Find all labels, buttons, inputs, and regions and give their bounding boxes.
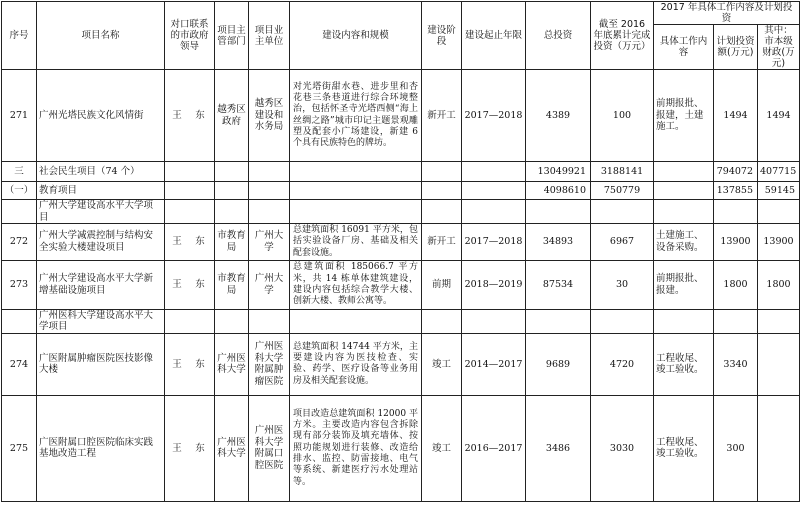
row-content: 对光塔街甜水巷、进步里和杏花巷三条巷道进行综合环境整治，包括怀圣寺光塔西侧“海上丝绸之路”城市印记主题景观雕塑及配套小广场建设，新建 6 个具有民族特色的牌坊。: [290, 70, 422, 162]
row-plan: 300: [714, 395, 758, 501]
row-owner-a: 广州医科大学: [215, 333, 249, 395]
row-total: 3486: [526, 395, 591, 501]
group-row: [2, 200, 800, 224]
row-owner-b: 广州医科大学附属肿瘤医院: [249, 333, 290, 395]
section-seq: 三: [2, 162, 37, 182]
row-work: 工程收尾、竣工验收。: [654, 395, 714, 501]
subsection-completed: 750779: [591, 182, 654, 200]
row-owner-b: 广州医科大学附属口腔医院: [249, 395, 290, 501]
row-seq: 274: [2, 333, 37, 395]
row-fiscal: [758, 395, 800, 501]
row-content: 总建筑面积 185066.7 平方米，共 14 栋单体建筑建设，建设内容包括综合教学大楼、创新大楼、教师公寓等。: [290, 260, 422, 309]
row-dept: 市教育局: [215, 224, 249, 261]
header-seq: 序号: [2, 2, 37, 70]
row-leader: 王 东: [165, 70, 215, 162]
header-dept: 项目主管部门: [215, 2, 249, 70]
row-content: 总建筑面积 14744 平方米，主要建设内容为医技检查、实验、药学、医疗设备等业务用房及相关配套设施。: [290, 333, 422, 395]
group-name: 广州大学建设高水平大学项目: [37, 200, 165, 224]
row-seq: 271: [2, 70, 37, 162]
row-work: 土建施工、设备采购。: [654, 224, 714, 261]
section-total: 13049921: [526, 162, 591, 182]
table-row: [2, 395, 800, 501]
row-stage: 竣工: [422, 333, 462, 395]
header-content: 建设内容和规模: [290, 2, 422, 70]
section-row: [2, 162, 800, 182]
section-plan: 794072: [714, 162, 758, 182]
header-city-fiscal: 其中：市本级财政(万元): [758, 25, 800, 70]
row-owner: 广州大学: [249, 260, 290, 309]
row-completed: 100: [591, 70, 654, 162]
header-name: 项目名称: [37, 2, 165, 70]
table-row: [2, 333, 800, 395]
row-content: 总建筑面积 16091 平方米，包括实验设备厂房、基础及相关配套设施。: [290, 224, 422, 261]
header-leader: 对口联系的市政府领导: [165, 2, 215, 70]
section-completed: 3188141: [591, 162, 654, 182]
row-fiscal: 1800: [758, 260, 800, 309]
row-seq: 272: [2, 224, 37, 261]
row-name: 广医附属肿瘤医院医技影像大楼: [37, 333, 165, 395]
row-owner: 广州大学: [249, 224, 290, 261]
row-seq: 275: [2, 395, 37, 501]
section-fiscal: 407715: [758, 162, 800, 182]
project-table: [1, 1, 800, 502]
subsection-total: 4098610: [526, 182, 591, 200]
row-total: 9689: [526, 333, 591, 395]
subsection-fiscal: 59145: [758, 182, 800, 200]
row-period: 2017—2018: [462, 224, 526, 261]
header-plan-group: 2017 年具体工作内容及计划投资: [654, 2, 800, 25]
subsection-plan: 137855: [714, 182, 758, 200]
subsection-row: [2, 182, 800, 200]
row-completed: 6967: [591, 224, 654, 261]
row-plan: 3340: [714, 333, 758, 395]
row-work: 工程收尾、竣工验收。: [654, 333, 714, 395]
row-content: 项目改造总建筑面积 12000 平方米。主要改造内容包含拆除现有部分装饰及填充墙体、按照功能规划进行装修、改造给排水、监控、防雷接地、电气等系统、新建医疗污水处理站等。: [290, 395, 422, 501]
row-name: 广州大学减震控制与结构安全实验大楼建设项目: [37, 224, 165, 261]
subsection-name: 教育项目: [37, 182, 165, 200]
row-period: 2016—2017: [462, 395, 526, 501]
row-name: 广医附属口腔医院临床实践基地改造工程: [37, 395, 165, 501]
row-dept: 越秀区政府: [215, 70, 249, 162]
table-row: [2, 260, 800, 309]
row-plan: 1800: [714, 260, 758, 309]
row-name: 广州光塔民族文化风情街: [37, 70, 165, 162]
row-plan: 13900: [714, 224, 758, 261]
row-work: 前期报批、报建，土建施工。: [654, 70, 714, 162]
group-row: [2, 309, 800, 333]
header-work: 具体工作内容: [654, 25, 714, 70]
row-dept: 市教育局: [215, 260, 249, 309]
row-period: 2018—2019: [462, 260, 526, 309]
row-completed: 3030: [591, 395, 654, 501]
row-seq: 273: [2, 260, 37, 309]
row-stage: 新开工: [422, 70, 462, 162]
row-leader: 王 东: [165, 260, 215, 309]
row-leader: 王 东: [165, 395, 215, 501]
row-total: 34893: [526, 224, 591, 261]
row-owner: 越秀区建设和水务局: [249, 70, 290, 162]
header-period: 建设起止年限: [462, 2, 526, 70]
section-name: 社会民生项目（74 个）: [37, 162, 165, 182]
subsection-seq: （一）: [2, 182, 37, 200]
header-stage: 建设阶段: [422, 2, 462, 70]
row-plan: 1494: [714, 70, 758, 162]
table-row: [2, 70, 800, 162]
row-leader: 王 东: [165, 333, 215, 395]
row-period: 2014—2017: [462, 333, 526, 395]
header-row-1: [2, 2, 800, 25]
row-name: 广州大学建设高水平大学新增基础设施项目: [37, 260, 165, 309]
row-work: 前期报批、报建。: [654, 260, 714, 309]
row-completed: 30: [591, 260, 654, 309]
header-plan-invest: 计划投资额(万元): [714, 25, 758, 70]
table-row: [2, 224, 800, 261]
row-completed: 4720: [591, 333, 654, 395]
row-leader: 王 东: [165, 224, 215, 261]
header-completed: 截至 2016 年底累计完成投资（万元）: [591, 2, 654, 70]
group-name: 广州医科大学建设高水平大学项目: [37, 309, 165, 333]
header-total: 总投资: [526, 2, 591, 70]
row-fiscal: [758, 333, 800, 395]
row-total: 87534: [526, 260, 591, 309]
row-stage: 新开工: [422, 224, 462, 261]
row-period: 2017—2018: [462, 70, 526, 162]
row-stage: 竣工: [422, 395, 462, 501]
row-stage: 前期: [422, 260, 462, 309]
row-fiscal: 13900: [758, 224, 800, 261]
document-page: [1, 1, 799, 514]
row-total: 4389: [526, 70, 591, 162]
header-owner: 项目业主单位: [249, 2, 290, 70]
row-owner-a: 广州医科大学: [215, 395, 249, 501]
row-fiscal: 1494: [758, 70, 800, 162]
